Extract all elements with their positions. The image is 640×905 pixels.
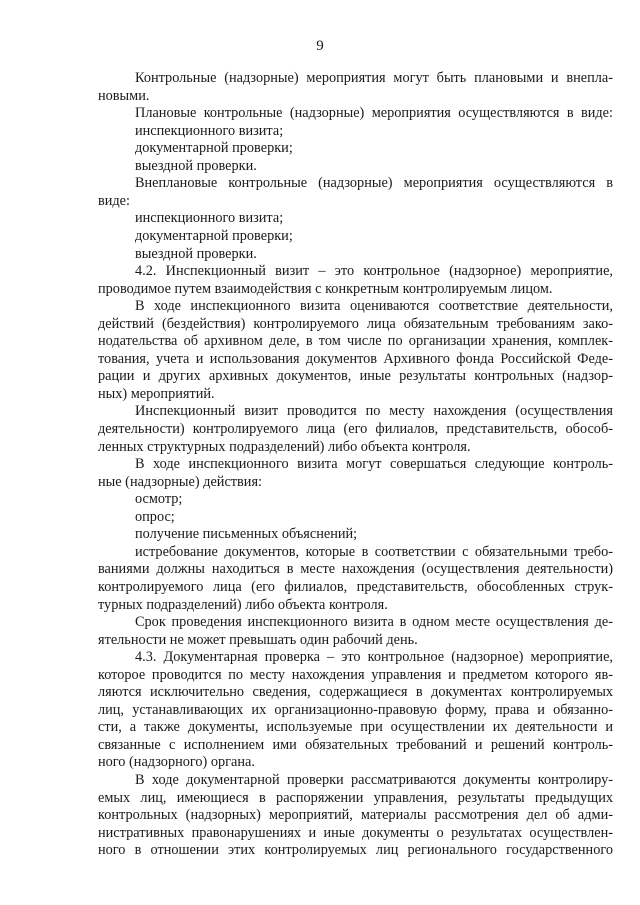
text-line: Срок проведения инспекционного визита в одном месте осуществления де- xyxy=(135,614,613,631)
text-line: выездной проверки. xyxy=(135,245,257,262)
text-line: Внеплановые контрольные (надзорные) мероприятия осуществляются в xyxy=(135,175,613,192)
text-line: документарной проверки; xyxy=(135,227,293,244)
text-line: связанные с исполнением ими обязательных требований и решений контроль- xyxy=(98,736,613,753)
text-line: опрос; xyxy=(135,508,175,525)
text-line: Плановые контрольные (надзорные) мероприятия осуществляются в виде: xyxy=(135,105,613,122)
text-line: ятельности не может превышать один рабочий день. xyxy=(98,631,418,648)
text-line: истребование документов, которые в соответствии с обязательными требо- xyxy=(135,543,613,560)
text-line: ляются исключительно сведения, содержащиеся в документах контролируемых xyxy=(98,684,613,701)
text-line: В ходе инспекционного визита могут совершаться следующие контроль- xyxy=(135,456,613,473)
text-line: ного в отношении этих контролируемых лиц регионального государственного xyxy=(98,842,613,859)
text-line: инспекционного визита; xyxy=(135,122,284,139)
text-line: виде: xyxy=(98,192,130,209)
text-line: Инспекционный визит проводится по месту нахождения (осуществления xyxy=(135,403,613,420)
text-line: осмотр; xyxy=(135,491,183,508)
text-line: инспекционного визита; xyxy=(135,210,284,227)
text-line: В ходе инспекционного визита оцениваются соответствие деятельности, xyxy=(135,298,613,315)
text-line: проводимое путем взаимодействия с конкретным контролируемым лицом. xyxy=(98,280,553,297)
text-line: контролируемого лица (его филиалов, представительств, обособленных струк- xyxy=(98,578,613,595)
text-line: емых лиц, имеющиеся в распоряжении управления, результаты предыдущих xyxy=(98,789,613,806)
text-line: Контрольные (надзорные) мероприятия могут быть плановыми и внепла- xyxy=(135,70,613,86)
text-line: ных) мероприятий. xyxy=(98,385,215,402)
text-line: 4.2. Инспекционный визит – это контрольное (надзорное) мероприятие, xyxy=(135,263,613,280)
text-line: 4.3. Документарная проверка – это контрольное (надзорное) мероприятие, xyxy=(135,649,613,666)
text-line: рации и других архивных документов, иные результаты контрольных (надзор- xyxy=(98,368,613,385)
text-line: тования, учета и использования документов Архивного фонда Российской Феде- xyxy=(98,350,613,367)
text-line: выездной проверки. xyxy=(135,157,257,174)
text-line: новыми. xyxy=(98,87,150,104)
page-number: 9 xyxy=(316,38,324,54)
text-line: нистративных правонарушениях и иные документы о результатах осуществлен- xyxy=(98,824,613,841)
text-line: нодательства об архивном деле, в том числе по организации хранения, комплек- xyxy=(98,333,613,350)
text-line: документарной проверки; xyxy=(135,140,293,157)
text-line: деятельности) контролируемого лица (его филиалов, представительств, обособ- xyxy=(98,421,613,437)
text-line: лиц, устанавливающих их организационно-правовую форму, права и обязанно- xyxy=(98,701,613,718)
text-line: ваниями должны находиться в месте нахождения (осуществления деятельности) xyxy=(98,561,613,578)
text-line: турных подразделений) либо объекта контроля. xyxy=(98,596,388,613)
text-line: В ходе документарной проверки рассматриваются документы контролиру- xyxy=(135,772,613,788)
text-line: ленных структурных подразделений) либо объекта контроля. xyxy=(98,438,471,455)
text-line: контрольных (надзорных) мероприятий, материалы рассмотрения дел об адми- xyxy=(98,807,613,824)
text-line: ные (надзорные) действия: xyxy=(98,473,262,490)
text-line: ного (надзорного) органа. xyxy=(98,754,255,771)
text-line: получение письменных объяснений; xyxy=(135,526,358,543)
text-line: сти, а также документы, используемые при осуществлении их деятельности и xyxy=(98,719,613,736)
text-line: действий (бездействия) контролируемого лица обязательным требованиям зако- xyxy=(98,315,613,332)
text-line: которое проводится по месту нахождения управления и предметом которого яв- xyxy=(98,666,613,683)
